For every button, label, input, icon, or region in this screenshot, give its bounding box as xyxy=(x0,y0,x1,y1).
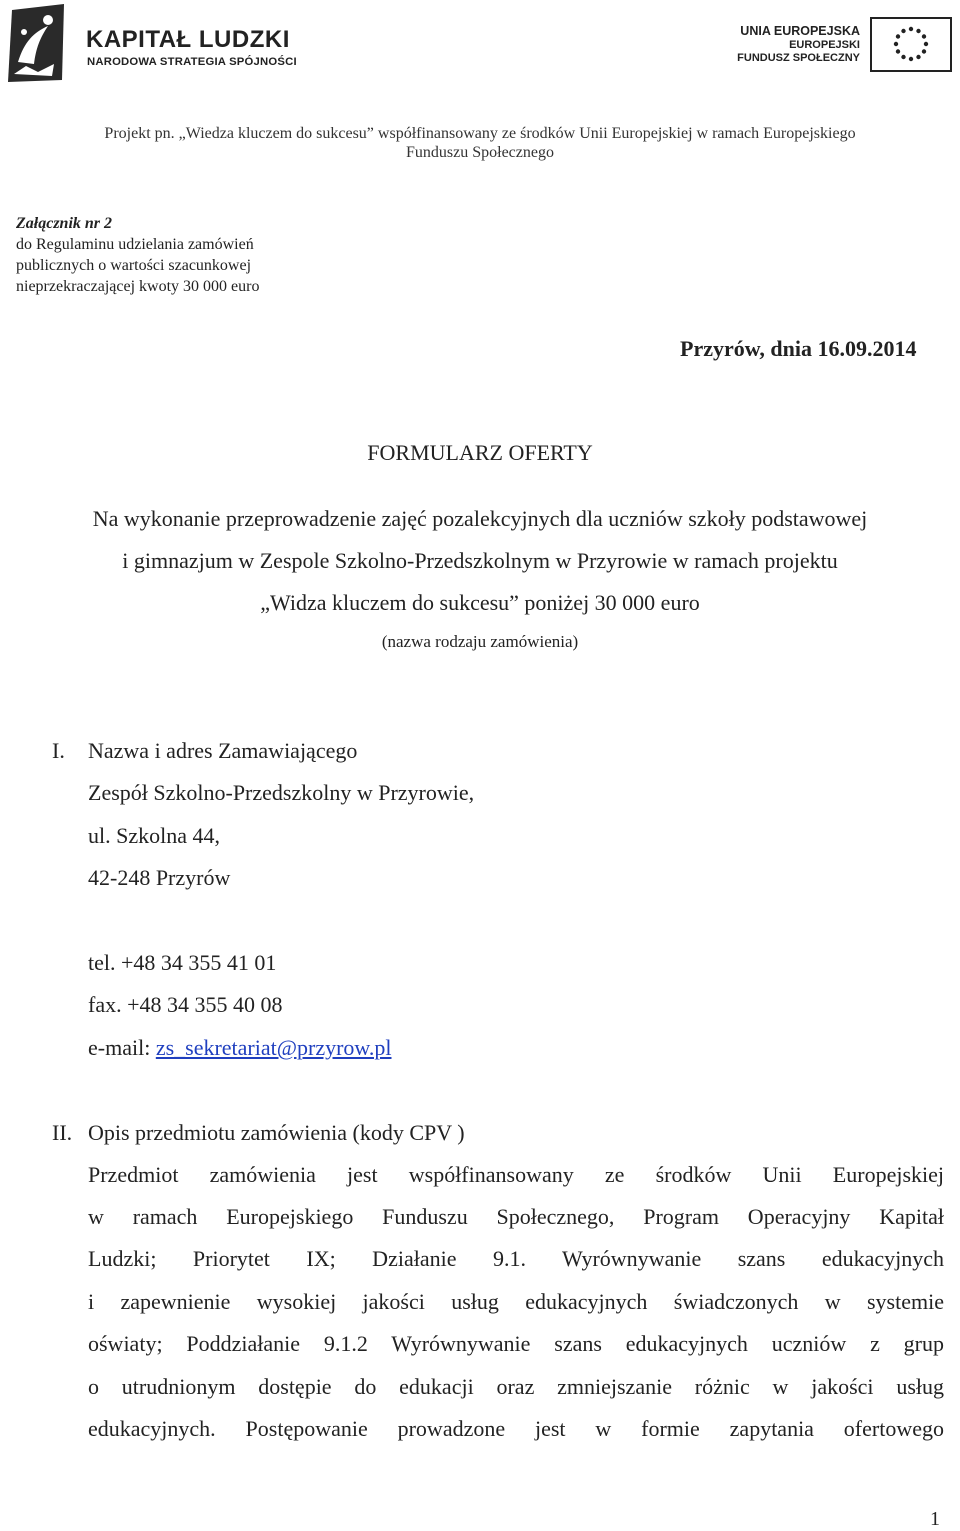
address-line-2: ul. Szkolna 44, xyxy=(88,823,220,848)
form-title: FORMULARZ OFERTY xyxy=(367,440,593,465)
eu-flag-icon xyxy=(870,17,952,72)
email-line xyxy=(88,1035,392,1061)
section-2-heading xyxy=(52,1120,465,1146)
subject-line-2: i gimnazjum w Zespole Szkolno-Przedszkolnym w Przyrowie w ramach projektu xyxy=(122,548,838,573)
address-line-1: Zespół Szkolno-Przedszkolny w Przyrowie, xyxy=(88,780,475,805)
fax-number: fax. +48 34 355 40 08 xyxy=(88,992,283,1017)
attachment-info xyxy=(16,213,259,297)
section-1-title: Nazwa i adres Zamawiającego xyxy=(88,738,358,763)
attachment-line-3: nieprzekraczającej kwoty 30 000 euro xyxy=(16,278,260,295)
eu-logo-line1: UNIA EUROPEJSKA xyxy=(740,24,860,38)
description-line: Ludzki; Priorytet IX; Działanie 9.1. Wyrównywanie szans edukacyjnych xyxy=(88,1246,944,1271)
section-2-number: II. xyxy=(52,1120,73,1145)
attachment-title: Załącznik nr 2 xyxy=(16,215,113,232)
description-line: edukacyjnych. Postępowanie prowadzone jest w formie zapytania ofertowego xyxy=(88,1416,944,1441)
email-label: e-mail: xyxy=(88,1035,156,1060)
eu-logo-line2: EUROPEJSKI xyxy=(789,39,860,51)
email-link[interactable]: zs_sekretariat@przyrow.pl xyxy=(155,1035,392,1060)
project-line-1: Projekt pn. „Wiedza kluczem do sukcesu” współfinansowany ze środków Unii Europejskiej w ramach Europejskiego xyxy=(104,125,856,142)
kapital-ludzki-emblem-icon xyxy=(4,2,70,84)
subject-line-1: Na wykonanie przeprowadzenie zajęć pozalekcyjnych dla uczniów szkoły podstawowej xyxy=(92,506,868,531)
description-line: Przedmiot zamówienia jest współfinansowany ze środków Unii Europejskiej xyxy=(88,1162,944,1187)
attachment-line-2: publicznych o wartości szacunkowej xyxy=(16,257,252,274)
description-line: oświaty; Poddziałanie 9.1.2 Wyrównywanie szans edukacyjnych uczniów z grup xyxy=(88,1331,944,1356)
eu-logo-text xyxy=(737,24,860,65)
phone-number: tel. +48 34 355 41 01 xyxy=(88,950,277,975)
description-line: o utrudnionym dostępie do edukacji oraz zmniejszanie różnic w jakości usług xyxy=(88,1374,944,1399)
address-line-3: 42-248 Przyrów xyxy=(88,865,231,890)
project-header xyxy=(0,124,960,162)
subject-line-3: „Widza kluczem do sukcesu” poniżej 30 000 euro xyxy=(260,590,700,615)
section-2-title: Opis przedmiotu zamówienia (kody CPV ) xyxy=(88,1120,465,1145)
section-1-number: I. xyxy=(52,738,65,763)
project-line-2: Funduszu Społecznego xyxy=(406,144,554,161)
kapital-ludzki-logo xyxy=(4,2,304,86)
eu-logo-line3: FUNDUSZ SPOŁECZNY xyxy=(737,52,860,64)
eu-logo xyxy=(737,14,952,74)
attachment-line-1: do Regulaminu udzielania zamówień xyxy=(16,236,254,253)
kapital-ludzki-subtitle: NARODOWA STRATEGIA SPÓJNOŚCI xyxy=(87,56,297,68)
page-number: 1 xyxy=(930,1508,940,1530)
description-line: w ramach Europejskiego Funduszu Społecznego, Program Operacyjny Kapitał xyxy=(88,1204,944,1229)
kapital-ludzki-title: KAPITAŁ LUDZKI xyxy=(86,26,290,53)
subject-note: (nazwa rodzaju zamówienia) xyxy=(381,632,579,651)
description-line: i zapewnienie wysokiej jakości usług edukacyjnych świadczonych w systemie xyxy=(88,1289,944,1314)
document-date: Przyrów, dnia 16.09.2014 xyxy=(680,336,917,361)
section-1-heading xyxy=(52,738,357,764)
